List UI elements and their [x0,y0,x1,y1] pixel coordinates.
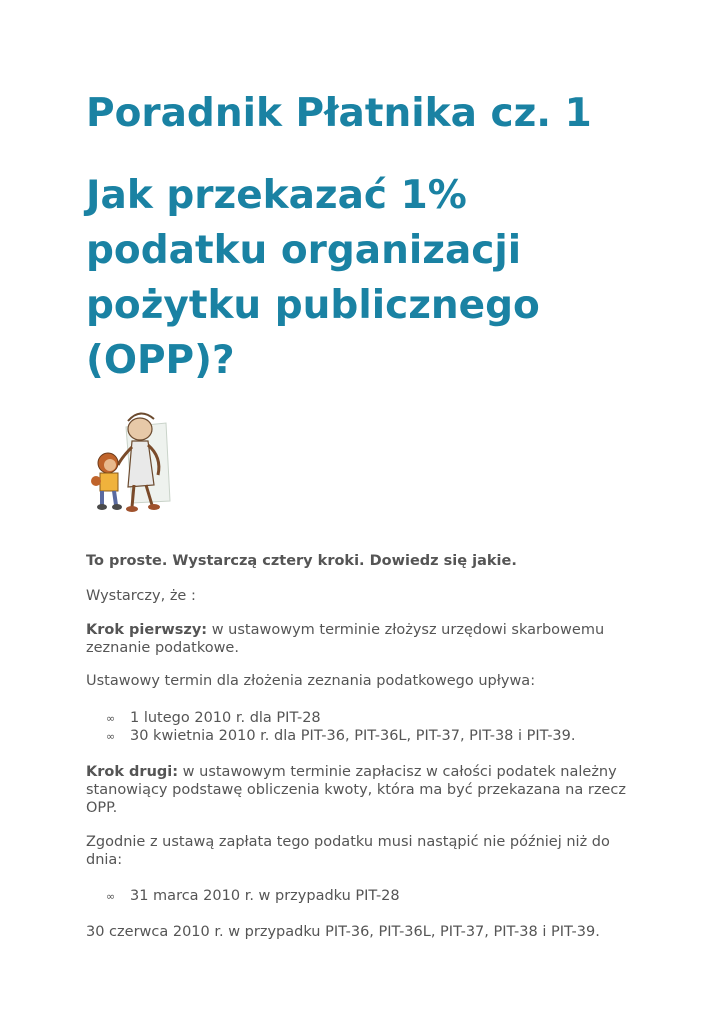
payment-list [86,887,646,905]
list-item [86,887,646,905]
bullet-icon: ∞ [106,890,116,903]
bullet-icon: ∞ [106,712,116,725]
list-item-text: 1 lutego 2010 r. dla PIT-28 [130,710,321,726]
step2-label: Krok drugi: [86,764,179,780]
step1-label: Krok pierwszy: [86,622,208,638]
deadline-intro: Ustawowy termin dla złożenia zeznania podatkowego upływa: [86,673,536,689]
intro-text: To proste. Wystarczą cztery kroki. Dowiedz się jakie. [86,553,517,569]
step2-text: w ustawowym terminie zapłacisz w całości podatek należny stanowiący podstawę obliczenia kwoty, która ma być przekazana na rzecz OPP. [86,764,626,816]
step1-paragraph [86,621,646,657]
cartoon-illustration [88,405,180,517]
deadline-list [86,709,646,745]
list-item [86,709,646,727]
step2-paragraph [86,763,646,817]
list-item [86,727,646,745]
payment-last: 30 czerwca 2010 r. w przypadku PIT-36, PIT-36L, PIT-37, PIT-38 i PIT-39. [86,924,600,940]
bullet-icon: ∞ [106,730,116,743]
document-title: Poradnik Płatnika cz. 1 [86,91,592,136]
document-subtitle: Jak przekazać 1% podatku organizacji pożytku publicznego (OPP)? [86,173,540,383]
wystarczy-text: Wystarczy, że : [86,588,196,604]
list-item-text: 30 kwietnia 2010 r. dla PIT-36, PIT-36L, PIT-37, PIT-38 i PIT-39. [130,728,576,744]
list-item-text: 31 marca 2010 r. w przypadku PIT-28 [130,888,400,904]
step1-text: w ustawowym terminie złożysz urzędowi skarbowemu zeznanie podatkowe. [86,622,605,656]
payment-intro: Zgodnie z ustawą zapłata tego podatku musi nastąpić nie później niż do dnia: [86,834,610,868]
document-body [86,552,646,941]
